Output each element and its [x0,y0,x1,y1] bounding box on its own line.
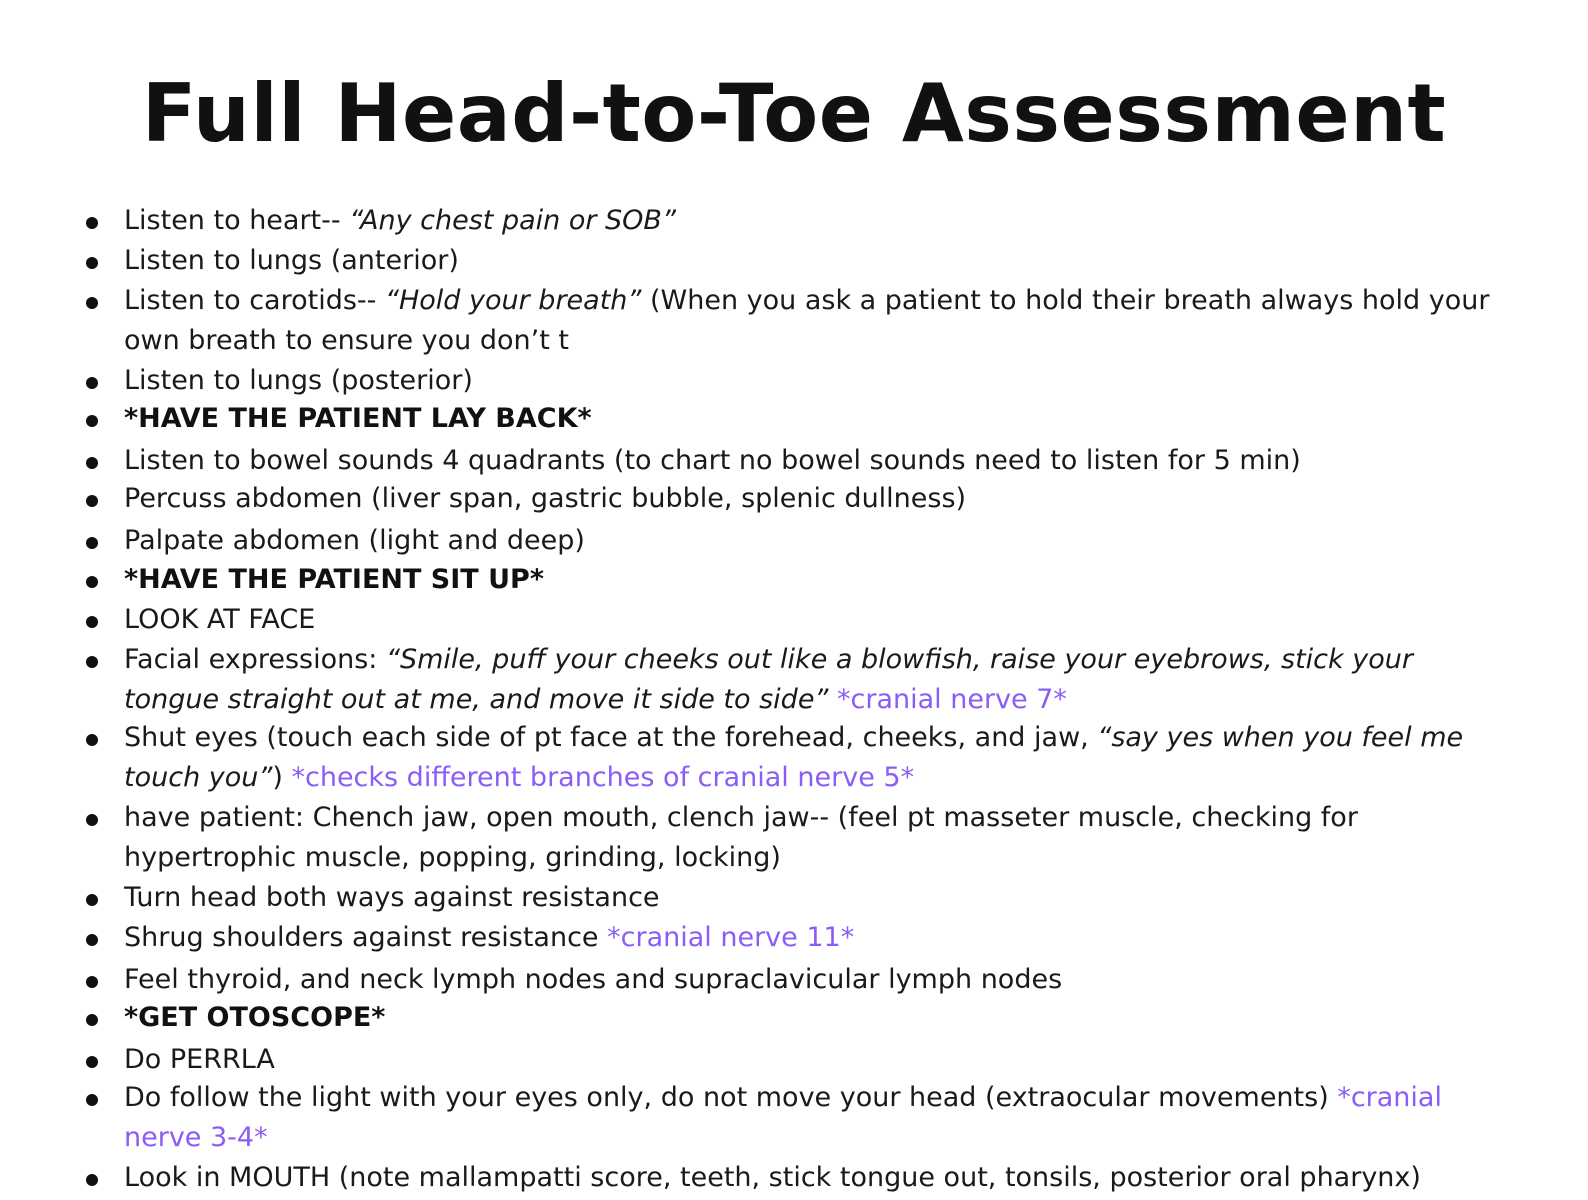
quoted-instruction: tongue straight out at me, and move it side to side” [124,684,829,715]
checklist-item [0,960,1588,1000]
checklist-item [0,1158,1588,1198]
text-line [124,361,1564,401]
checklist-item-text [124,361,1564,401]
text-run: ) [272,762,292,793]
document-title: Full Head-to-Toe Assessment [141,67,1447,160]
checklist-item [0,521,1588,561]
text-line [124,680,1564,720]
text-run: Percuss abdomen (liver span, gastric bubble, splenic dullness) [124,483,967,514]
bullet-icon [86,415,98,427]
text-run: have patient: Chench jaw, open mouth, clench jaw-- (feel pt masseter muscle, checking for [124,802,1358,833]
bullet-icon [86,1094,98,1106]
checklist-item-text [124,960,1564,1000]
quoted-instruction: “Hold your breath” [384,285,642,316]
checklist-item-text [124,441,1564,481]
bullet-icon [86,894,98,906]
text-run: Look in MOUTH (note mallampatti score, teeth, stick tongue out, tonsils, posterior oral pharynx) [124,1162,1421,1193]
text-line [124,918,1564,958]
cranial-nerve-note: *cranial [1337,1082,1442,1113]
text-run: Listen to lungs (anterior) [124,245,459,276]
checklist-item [0,281,1588,361]
section-heading: *HAVE THE PATIENT SIT UP* [124,564,544,595]
text-run: Shrug shoulders against resistance [124,922,608,953]
text-line [124,718,1564,758]
checklist-item-text [124,998,1564,1038]
text-run: hypertrophic muscle, popping, grinding, locking) [124,842,781,873]
checklist-item [0,399,1588,439]
checklist-item-text [124,1078,1564,1158]
text-line [124,1118,1564,1158]
text-line [124,1158,1564,1198]
checklist-item-text [124,241,1564,281]
text-line [124,1078,1564,1118]
checklist-item [0,718,1588,798]
checklist-item-text [124,1040,1564,1080]
bullet-icon [86,377,98,389]
checklist-item [0,1040,1588,1080]
text-line [124,1040,1564,1080]
checklist-item-text [124,399,1564,439]
text-run: Facial expressions: [124,644,386,675]
text-run: LOOK AT FACE [124,604,316,635]
bullet-icon [86,537,98,549]
text-run: Do follow the light with your eyes only, do not move your head (extraocular movements) [124,1082,1338,1113]
text-run: Listen to heart-- [124,205,350,236]
checklist-item [0,241,1588,281]
section-heading: *GET OTOSCOPE* [124,1002,386,1033]
bullet-icon [86,457,98,469]
text-line [124,201,1564,241]
checklist-item-text [124,281,1564,361]
text-line [124,998,1564,1038]
bullet-icon [86,976,98,988]
text-run: Turn head both ways against resistance [124,882,660,913]
bullet-icon [86,616,98,628]
text-line [124,758,1564,798]
checklist-item [0,361,1588,401]
text-line [124,521,1564,561]
quoted-instruction: “Smile, puff your cheeks out like a blowfish, raise your eyebrows, stick your [385,644,1413,675]
text-run: Feel thyroid, and neck lymph nodes and supraclavicular lymph nodes [124,964,1063,995]
text-line [124,878,1564,918]
checklist-item [0,600,1588,640]
checklist-item-text [124,1158,1564,1198]
text-run: Listen to bowel sounds 4 quadrants (to chart no bowel sounds need to listen for 5 min) [124,445,1301,476]
text-run: Do PERRLA [124,1044,275,1075]
checklist-item-text [124,878,1564,918]
checklist-item-text [124,718,1564,798]
checklist-item [0,201,1588,241]
text-run: own breath to ensure you don’t t [124,325,569,356]
checklist-item [0,918,1588,958]
checklist-item [0,441,1588,481]
bullet-icon [86,1056,98,1068]
checklist-item [0,560,1588,600]
quoted-instruction: touch you” [124,762,273,793]
checklist-item-text [124,798,1564,878]
checklist-item-text [124,560,1564,600]
text-run: Listen to lungs (posterior) [124,365,473,396]
bullet-icon [86,734,98,746]
text-line [124,838,1564,878]
bullet-icon [86,576,98,588]
text-line [124,399,1564,439]
section-heading: *HAVE THE PATIENT LAY BACK* [124,403,592,434]
checklist-item-text [124,640,1564,720]
bullet-icon [86,814,98,826]
checklist-item-text [124,521,1564,561]
text-line [124,798,1564,838]
checklist-item-text [124,479,1564,519]
checklist-item [0,479,1588,519]
quoted-instruction: “say yes when you feel me [1097,722,1464,753]
cranial-nerve-note: *cranial nerve 7* [828,684,1067,715]
bullet-icon [86,297,98,309]
quoted-instruction: “Any chest pain or SOB” [349,205,676,236]
checklist-item-text [124,600,1564,640]
text-run: Shut eyes (touch each side of pt face at the forehead, cheeks, and jaw, [124,722,1098,753]
bullet-icon [86,217,98,229]
bullet-icon [86,495,98,507]
text-line [124,281,1564,321]
checklist-item [0,640,1588,720]
cranial-nerve-note: *checks different branches of cranial nerve 5* [291,762,915,793]
checklist-item [0,1078,1588,1158]
bullet-icon [86,1014,98,1026]
text-line [124,600,1564,640]
text-line [124,321,1564,361]
bullet-icon [86,1174,98,1186]
bullet-icon [86,934,98,946]
cranial-nerve-note: *cranial nerve 11* [607,922,855,953]
bullet-icon [86,656,98,668]
text-line [124,241,1564,281]
cranial-nerve-note: nerve 3-4* [124,1122,268,1153]
text-line [124,960,1564,1000]
checklist-item-text [124,918,1564,958]
text-run: Palpate abdomen (light and deep) [124,525,585,556]
bullet-icon [86,257,98,269]
checklist-item [0,798,1588,878]
text-line [124,560,1564,600]
text-line [124,640,1564,680]
checklist-item-text [124,201,1564,241]
text-line [124,441,1564,481]
text-run: Listen to carotids-- [124,285,385,316]
text-line [124,479,1564,519]
text-run: (When you ask a patient to hold their breath always hold your [641,285,1490,316]
checklist-item [0,998,1588,1038]
checklist-item [0,878,1588,918]
